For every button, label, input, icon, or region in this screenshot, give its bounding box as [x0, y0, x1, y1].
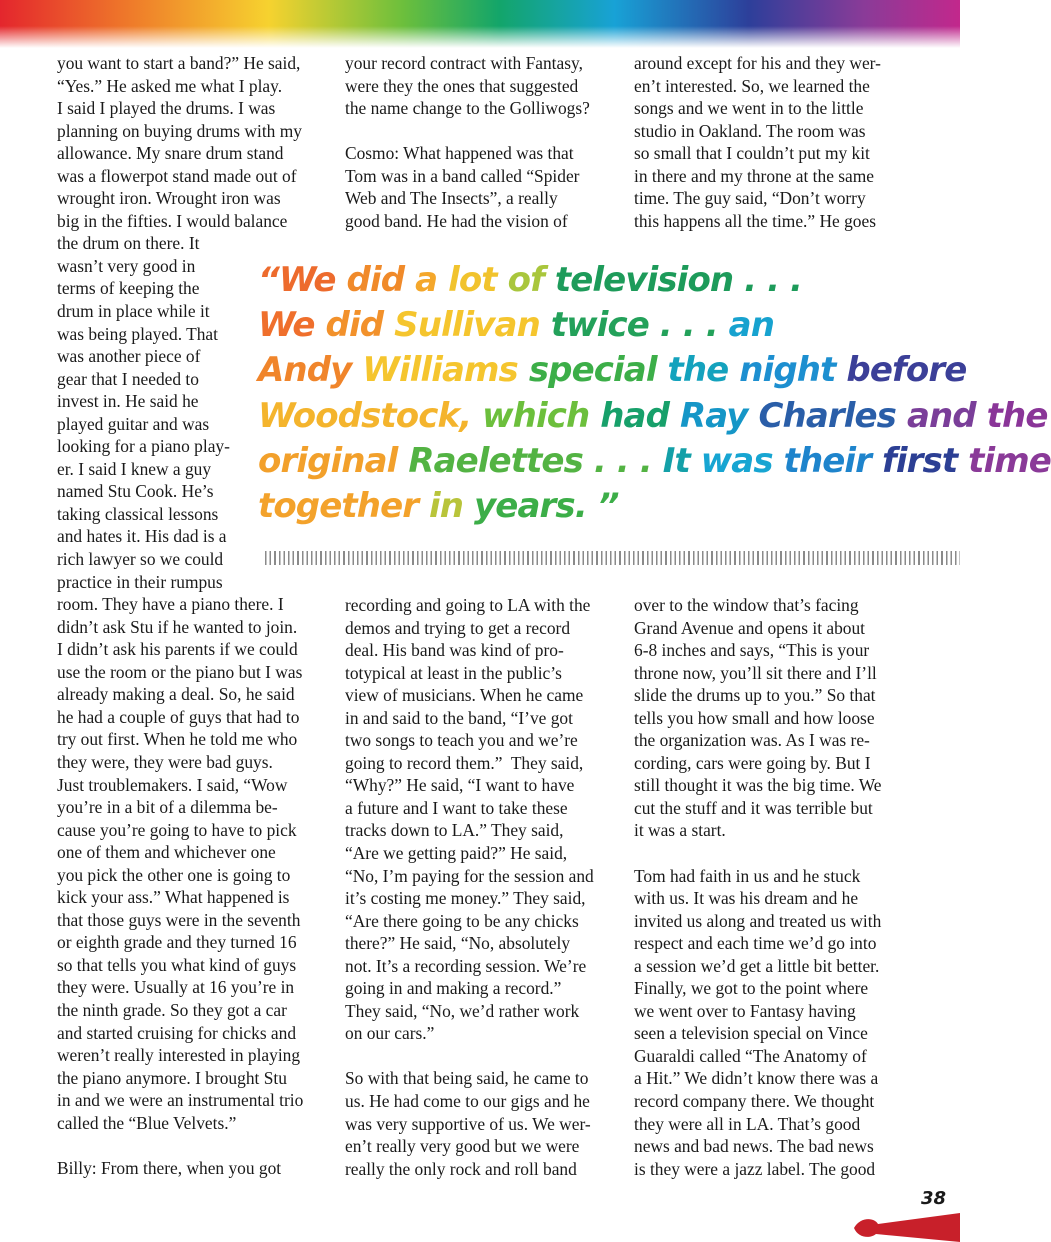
text-line: en’t interested. So, we learned the [634, 75, 870, 96]
text-line: in there and my throne at the same [634, 165, 875, 186]
text-line: around except for his and they wer- [634, 53, 881, 73]
pull-quote-line [258, 484, 948, 529]
text-line: Tom had faith in us and he stuck [634, 865, 861, 886]
text-line: that those guys were in the seventh [57, 909, 301, 930]
pull-quote-word: the [986, 395, 1048, 436]
text-line: cording, cars were going by. But I [634, 752, 871, 773]
text-line: you’re in a bit of a dilemma be- [57, 797, 278, 818]
text-line: I didn’t ask his parents if we could [57, 639, 298, 660]
text-line: and hates it. His dad is a [57, 526, 227, 547]
article-column-right-bottom [634, 594, 934, 1180]
text-line: rich lawyer so we could [57, 549, 224, 570]
text-line: en’t really very good but we were [345, 1136, 580, 1157]
text-line: allowance. My snare drum stand [57, 143, 284, 164]
text-line: er. I said I knew a guy [57, 458, 212, 479]
text-line: over to the window that’s facing [634, 595, 859, 615]
article-column-middle-bottom [345, 594, 625, 1180]
pull-quote-word: Ray [679, 395, 759, 436]
text-line: you want to start a band?” He said, [57, 53, 301, 73]
pull-quote-word: did [325, 305, 395, 346]
text-line: was being played. That [57, 323, 218, 344]
text-line: “No, I’m paying for the session and [345, 865, 594, 886]
text-line: So with that being said, he came to [345, 1068, 589, 1089]
text-line: or eighth grade and they turned 16 [57, 932, 297, 953]
text-line: you pick the other one is going to [57, 864, 291, 885]
text-line: try out first. When he told me who [57, 729, 298, 750]
text-line: looking for a piano play- [57, 436, 230, 457]
text-line: there?” He said, “No, absolutely [345, 933, 571, 954]
text-line: terms of keeping the [57, 278, 200, 299]
text-line: were they the ones that suggested [345, 75, 579, 96]
text-line: so that tells you what kind of guys [57, 954, 297, 975]
text-line: throne now, you’ll sit there and I’ll [634, 662, 877, 683]
text-line: cut the stuff and it was terrible but [634, 797, 873, 818]
pull-quote-word: Williams [362, 350, 529, 391]
text-line: he had a couple of guys that had to [57, 706, 300, 727]
text-line: going in and making a record.” [345, 978, 562, 999]
text-line: news and bad news. The bad news [634, 1136, 874, 1157]
text-line: Cosmo: What happened was that [345, 143, 574, 164]
text-line: totypical at least in the public’s [345, 662, 562, 683]
pull-quote-line [258, 439, 1051, 484]
text-line: Billy: From there, when you got [57, 1157, 282, 1178]
text-line: was very supportive of us. We wer- [345, 1113, 591, 1134]
text-line: planning on buying drums with my [57, 120, 302, 141]
text-line: this happens all the time.” He goes [634, 210, 876, 231]
article-column-right-top [634, 52, 934, 232]
text-line: the organization was. As I was re- [634, 730, 870, 751]
pull-quote-word: a [415, 260, 449, 300]
article-column-left [57, 52, 332, 1179]
text-line: tracks down to LA.” They said, [345, 820, 564, 841]
text-line: not. It’s a recording session. We’re [345, 955, 587, 976]
text-line: played guitar and was [57, 413, 210, 434]
text-line: “Yes.” He asked me what I play. [57, 75, 283, 96]
text-line: Web and The Insects”, a really [345, 188, 558, 209]
text-line: “Why?” He said, “I want to have [345, 775, 575, 796]
text-line: in and said to the band, “I’ve got [345, 707, 573, 728]
page-number: 38 [920, 1188, 946, 1209]
text-line: named Stu Cook. He’s [57, 481, 214, 502]
text-line: use the room or the piano but I was [57, 661, 303, 682]
dashed-divider-rule [265, 551, 960, 565]
paragraph-break [57, 1134, 332, 1157]
text-line: invited us along and treated us with [634, 910, 882, 931]
pull-quote-word: of [507, 260, 555, 300]
text-line: seen a television special on Vince [634, 1023, 868, 1044]
text-line: cause you’re going to have to pick [57, 819, 297, 840]
drumstick-icon [850, 1204, 960, 1242]
text-line: taking classical lessons [57, 503, 219, 524]
pull-quote-word: time [968, 440, 1051, 481]
text-line: they were. Usually at 16 you’re in [57, 977, 295, 998]
text-line: is they were a jazz label. The good [634, 1158, 876, 1179]
pull-quote-word: We [258, 305, 326, 346]
text-line: the piano anymore. I brought Stu [57, 1067, 287, 1088]
pull-quote-word: television . . . [554, 260, 803, 300]
pull-quote-word: and [906, 395, 987, 436]
paragraph-break [634, 842, 934, 865]
text-line: 6-8 inches and says, “This is your [634, 640, 870, 661]
text-line: demos and trying to get a record [345, 617, 571, 638]
text-line: they were, they were bad guys. [57, 751, 273, 772]
pull-quote-word: twice . . . [550, 305, 729, 346]
text-line: recording and going to LA with the [345, 595, 591, 615]
pull-quote-word: “We [258, 260, 347, 300]
article-column-middle-top [345, 52, 625, 232]
pull-quote-word: lot [448, 260, 508, 300]
text-line: practice in their rumpus [57, 571, 223, 592]
text-line: didn’t ask Stu if he wanted to join. [57, 616, 298, 637]
text-line: Finally, we got to the point where [634, 978, 869, 999]
text-line: they were all in LA. That’s good [634, 1113, 861, 1134]
text-line: Just troublemakers. I said, “Wow [57, 774, 288, 795]
text-line: room. They have a piano there. I [57, 594, 284, 615]
text-line: drum in place while it [57, 301, 210, 322]
pull-quote-word: together [258, 486, 430, 527]
pull-quote-word: their [783, 440, 882, 481]
pull-quote [258, 258, 1051, 529]
text-line: Tom was in a band called “Spider [345, 165, 580, 186]
pull-quote-line [258, 348, 967, 393]
pull-quote-word: years. ” [474, 486, 619, 527]
pull-quote-word: It [662, 440, 701, 481]
text-line: invest in. He said he [57, 391, 199, 412]
text-line: was a flowerpot stand made out of [57, 165, 297, 186]
pull-quote-line [258, 258, 948, 303]
pull-quote-word: Raelettes . . . [408, 440, 663, 481]
text-line: songs and we went in to the little [634, 98, 864, 119]
text-line: They said, “No, we’d rather work [345, 1000, 580, 1021]
text-line: weren’t really interested in playing [57, 1045, 301, 1066]
pull-quote-word: original [258, 440, 409, 481]
text-line: really the only rock and roll band [345, 1158, 577, 1179]
pull-quote-word: was [700, 440, 784, 481]
text-line: going to record them.” They said, [345, 752, 584, 773]
text-line: kick your ass.” What happened is [57, 887, 290, 908]
text-line: Grand Avenue and opens it about [634, 617, 866, 638]
text-line: slide the drums up to you.” So that [634, 685, 876, 706]
text-line: record company there. We thought [634, 1091, 875, 1112]
pull-quote-word: Woodstock, [258, 395, 483, 436]
text-line: still thought it was the big time. We [634, 775, 882, 796]
pull-quote-word: had [600, 395, 680, 436]
text-line: view of musicians. When he came [345, 685, 584, 706]
pull-quote-word: first [881, 440, 969, 481]
text-line: a Hit.” We didn’t know there was a [634, 1068, 879, 1089]
pull-quote-word: special [528, 350, 668, 391]
pull-quote-word: did [346, 260, 416, 300]
text-line: tells you how small and how loose [634, 707, 875, 728]
rainbow-header-bar [0, 0, 960, 48]
text-line: two songs to teach you and we’re [345, 730, 578, 751]
text-line: it’s costing me money.” They said, [345, 888, 586, 909]
text-line: the drum on there. It [57, 233, 200, 254]
text-line: wasn’t very good in [57, 255, 196, 276]
text-line: it was a start. [634, 820, 726, 841]
text-line: big in the fifties. I would balance [57, 210, 288, 231]
pull-quote-word: Sullivan [394, 305, 551, 346]
text-line: so small that I couldn’t put my kit [634, 143, 870, 164]
text-line: called the “Blue Velvets.” [57, 1112, 237, 1133]
text-line: I said I played the drums. I was [57, 98, 276, 119]
text-line: “Are there going to be any chicks [345, 910, 579, 931]
text-line: gear that I needed to [57, 368, 199, 389]
text-line: your record contract with Fantasy, [345, 53, 583, 73]
pull-quote-word: in [429, 486, 475, 527]
text-line: time. The guy said, “Don’t worry [634, 188, 866, 209]
text-line: on our cars.” [345, 1023, 435, 1044]
paragraph-break [345, 1045, 625, 1068]
text-line: a session we’d get a little bit better. [634, 955, 880, 976]
text-line: “Are we getting paid?” He said, [345, 843, 568, 864]
text-line: with us. It was his dream and he [634, 888, 859, 909]
text-line: already making a deal. So, he said [57, 684, 295, 705]
pull-quote-word: which [482, 395, 601, 436]
pull-quote-word: an [728, 305, 775, 346]
text-line: was another piece of [57, 346, 201, 367]
pull-quote-line [258, 394, 1048, 439]
pull-quote-word: night [739, 350, 847, 391]
pull-quote-word: the [667, 350, 740, 391]
pull-quote-word: before [846, 350, 967, 391]
text-line: and started cruising for chicks and [57, 1022, 297, 1043]
text-line: wrought iron. Wrought iron was [57, 188, 281, 209]
paragraph-break [345, 120, 625, 143]
text-line: we went over to Fantasy having [634, 1000, 856, 1021]
pull-quote-word: Andy [258, 350, 363, 391]
text-line: deal. His band was kind of pro- [345, 640, 564, 661]
text-line: one of them and whichever one [57, 842, 276, 863]
text-line: us. He had come to our gigs and he [345, 1091, 590, 1112]
text-line: in and we were an instrumental trio [57, 1090, 304, 1111]
text-line: the name change to the Golliwogs? [345, 98, 590, 119]
text-line: studio in Oakland. The room was [634, 120, 866, 141]
text-line: a future and I want to take these [345, 797, 568, 818]
pull-quote-line [258, 303, 948, 348]
text-line: respect and each time we’d go into [634, 933, 877, 954]
text-line: the ninth grade. So they got a car [57, 999, 287, 1020]
pull-quote-word: Charles [758, 395, 907, 436]
text-line: Guaraldi called “The Anatomy of [634, 1045, 867, 1066]
text-line: good band. He had the vision of [345, 210, 568, 231]
